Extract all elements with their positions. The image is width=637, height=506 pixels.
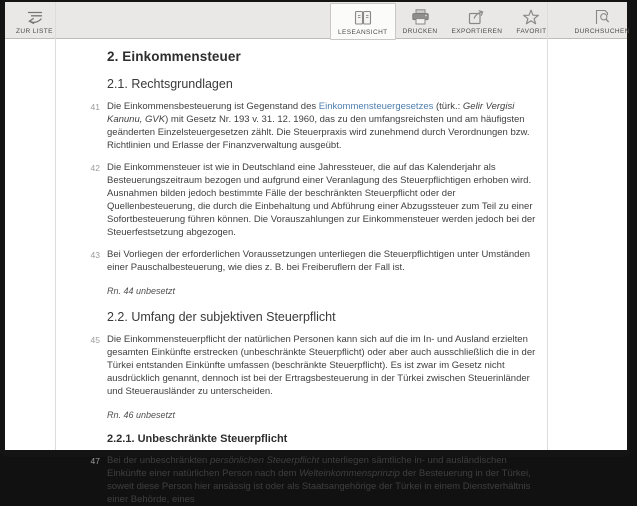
section-heading: 2. Einkommensteuer — [107, 49, 241, 64]
back-to-list-icon — [24, 10, 45, 25]
subsection-heading: 2.2. Umfang der subjektiven Steuerpflicht — [107, 310, 336, 324]
document-scroll-area[interactable] — [5, 39, 627, 505]
paragraph-text: Bei der unbeschränkten persönlichen Steuerpflicht unterliegen sämtliche in- und ausländischen Einkünfte einer natürlichen Person nach dem Welteinkommensprinzip der Besteuerung in der Türkei, soweit diese Person hier ansässig ist oder als Staatsangehörige der Türkei in einem Dienstverhältnis einer Behörde, eines — [107, 455, 531, 505]
durchsuchen-button[interactable] — [568, 2, 637, 38]
zur-liste-button[interactable] — [9, 2, 60, 38]
document-paragraph — [90, 161, 543, 239]
star-icon — [521, 9, 541, 25]
empty-margin-note: Rn. 46 unbesetzt — [107, 410, 176, 420]
exportieren-button[interactable] — [445, 2, 510, 38]
search-document-icon — [592, 9, 612, 25]
paragraph-text: Die Einkommensbesteuerung ist Gegenstand des Einkommensteuergesetzes (türk.: Gelir Vergisi Kanunu, GVK) mit Gesetz Nr. 193 v. 31. 12. 1960, das zu den umfangsreichsten und am häufigsten geänderten Einzelsteuergesetzen zählt. Die Steuerpraxis wird zunehmend durch Verordnungen bzw. Richtlinien und Erlasse der Finanzverwaltung ausgeübt. — [107, 101, 530, 151]
reading-view-icon — [352, 10, 374, 26]
left-pane-divider — [55, 2, 56, 450]
exportieren-label: EXPORTIEREN — [451, 28, 503, 35]
printer-icon — [410, 9, 431, 25]
inline-link[interactable]: Einkommensteuergesetzes — [318, 101, 434, 112]
italic-text: persönlichen Steuerpflicht — [209, 455, 320, 466]
subsubsection-heading: 2.2.1. Unbeschränkte Steuerpflicht — [107, 433, 288, 445]
document-paragraph — [90, 248, 543, 274]
leseansicht-button[interactable] — [330, 3, 396, 40]
document-content — [90, 39, 543, 506]
italic-text: Welteinkommensprinzip — [299, 468, 400, 479]
paragraph-text: Bei Vorliegen der erforderlichen Voraussetzungen unterliegen die Steuerpflichtigen unter Umständen einer Pauschalbesteuerung, wie dies z. B. bei Freiberuflern der Fall ist. — [107, 249, 531, 273]
leseansicht-label: LESEANSICHT — [338, 29, 388, 36]
document-paragraph — [90, 333, 543, 398]
paragraph-number: 43 — [90, 250, 100, 260]
paragraph-number: 45 — [90, 335, 100, 345]
toolbar — [5, 2, 630, 39]
drucken-label: DRUCKEN — [402, 28, 438, 35]
italic-text: Gelir Vergisi Kanunu, GVK — [107, 101, 515, 125]
favorit-label: FAVORIT — [516, 28, 547, 35]
drucken-button[interactable] — [396, 2, 445, 38]
document-paragraph — [90, 454, 543, 506]
durchsuchen-label: DURCHSUCHEN — [574, 28, 630, 35]
paragraph-text: Die Einkommensteuerpflicht der natürlichen Personen kann sich auf die im In- und Ausland erzielten gesamten Einkünfte erstrecken (unbeschränkte Steuerpflicht) oder aber auch ausschließlich die in der Türkei entstanden Einkünfte umfassen (beschränkte Steuerpflicht). Es ist zwar im Gesetz nicht ausdrücklich genannt, dennoch ist bei der Ertragsbesteuerung in der Türkei zwischen Steuerinländer und Steuerausländer zu unterscheiden. — [107, 334, 536, 397]
toolbar-button-group — [330, 2, 637, 40]
zur-liste-label: ZUR LISTE — [16, 28, 53, 35]
document-paragraph — [90, 100, 543, 152]
right-pane-divider — [547, 2, 548, 450]
paragraph-number: 47 — [90, 456, 100, 466]
paragraph-number: 42 — [90, 163, 100, 173]
document-viewer — [5, 2, 630, 505]
paragraph-text: Die Einkommensteuer ist wie in Deutschland eine Jahressteuer, die auf das Kalenderjahr als Besteuerungszeitraum bezogen und aufgrund einer Veranlagung des Steuerpflichtigen erhoben wird. Ausnahmen bilden jedoch bestimmte Fälle der beschränkten Steuerpflicht oder der Quellenbesteuerung, die durch die Einbehaltung und Abführung einer Abzugssteuer zum Teil zu einer Sofortbesteuerung führen können. Die Vorauszahlungen zur Einkommensteuer werden jedoch bei der Steuerfestsetzung abgezogen. — [107, 162, 536, 238]
paragraph-number: 41 — [90, 102, 100, 112]
empty-margin-note: Rn. 44 unbesetzt — [107, 286, 176, 296]
subsection-heading: 2.1. Rechtsgrundlagen — [107, 77, 233, 91]
export-icon — [466, 9, 487, 25]
